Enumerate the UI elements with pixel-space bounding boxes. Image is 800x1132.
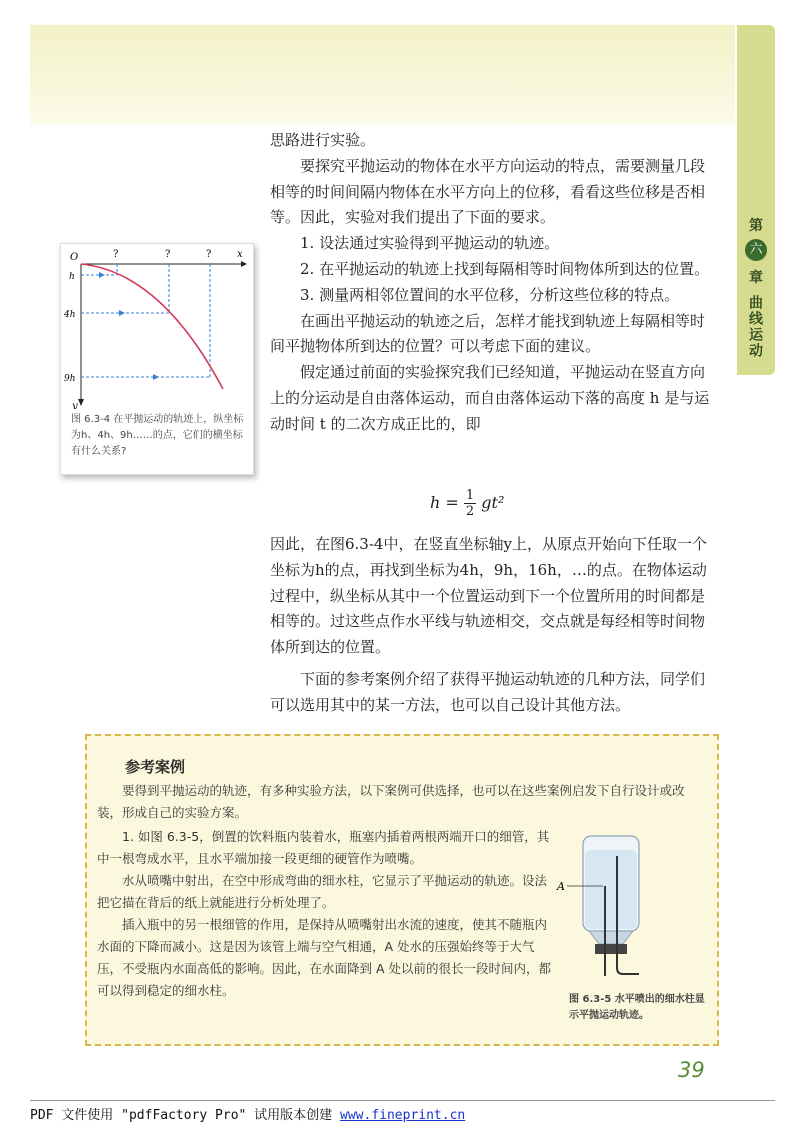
x-axis-label: x	[237, 249, 243, 260]
chapter-title: 曲线运动	[747, 295, 763, 359]
y-tick-h: h	[69, 272, 75, 282]
bottle-stopper	[595, 944, 627, 954]
pdf-footer	[30, 1104, 465, 1123]
text-column-bottom	[270, 532, 710, 719]
paragraph: 下面的参考案例介绍了获得平抛运动轨迹的几种方法，同学们可以选用其中的某一方法，也可以自己设计其他方法。	[270, 669, 706, 714]
chapter-tab	[737, 25, 775, 375]
y-tick-9h: 9h	[64, 374, 76, 384]
y-axis-label: y	[72, 401, 78, 409]
chapter-di: 第	[749, 218, 763, 234]
y-axis-arrow	[78, 399, 84, 406]
case-title: 参考案例	[125, 758, 186, 776]
case-intro	[97, 780, 703, 824]
unknown-x-label: ?	[206, 249, 212, 260]
formula-denominator: 2	[465, 504, 475, 519]
guide-arrow	[99, 272, 105, 278]
figure-6-3-4	[60, 243, 254, 475]
unknown-x-label: ?	[113, 249, 119, 260]
figure-caption: 图 6.3-4 在平抛运动的轨迹上，纵坐标为h、4h、9h……的点，它们的横坐标有什么关系?	[71, 414, 244, 457]
unknown-x-label: ?	[165, 249, 171, 260]
trajectory-curve	[81, 264, 223, 389]
case-paragraph: 1. 如图 6.3-5，倒置的饮料瓶内装着水，瓶塞内插着两根两端开口的细管，其中一根弯成水平，且水平端加接一段更细的硬管作为喷嘴。	[97, 829, 550, 866]
bottle-water	[585, 850, 637, 929]
text-column-top	[270, 128, 710, 438]
formula-rhs: gt²	[481, 493, 505, 512]
formula	[430, 488, 504, 519]
footer-text: PDF 文件使用 "pdfFactory Pro" 试用版本创建	[30, 1108, 341, 1123]
footer-link[interactable]: www.fineprint.cn	[340, 1108, 466, 1123]
origin-label: O	[70, 252, 79, 263]
list-item: 3. 测量两相邻位置间的水平位移，分析这些位移的特点。	[300, 285, 680, 304]
formula-fraction	[464, 488, 476, 519]
case-paragraph: 要得到平抛运动的轨迹，有多种实验方法，以下案例可供选择，也可以在这些案例启发下自行设计或改装，形成自己的实验方案。	[97, 783, 685, 820]
x-axis-arrow	[241, 261, 247, 267]
paragraph: 要探究平抛运动的物体在水平方向运动的特点，需要测量几段相等的时间间隔内物体在水平方向上的位移，看看这些位移是否相等。因此，实验对我们提出了下面的要求。	[270, 156, 706, 227]
case-paragraph: 插入瓶中的另一根细管的作用，是保持从喷嘴射出水流的速度，使其不随瓶内水面的下降而减小。这是因为该管上端与空气相通，A 处水的压强始终等于大气压，不受瓶内水面高低的影响。因此，在水面降到 A 处以前的很长一段时间内，都可以得到稳定的细水柱。	[97, 917, 551, 998]
list-item: 2. 在平抛运动的轨迹上找到每隔相等时间物体所到达的位置。	[300, 259, 710, 278]
footer-divider	[30, 1100, 775, 1101]
trajectory-diagram	[61, 244, 253, 409]
page-number: 39	[678, 1058, 705, 1082]
formula-lhs: h =	[430, 493, 459, 512]
bottle-neck	[589, 931, 633, 944]
bottle-label-a: A	[557, 880, 565, 893]
formula-numerator: 1	[465, 488, 475, 503]
y-tick-4h: 4h	[64, 310, 76, 320]
paragraph: 思路进行实验。	[270, 131, 376, 149]
paragraph: 因此，在图6.3-4中，在竖直坐标轴y上，从原点开始向下任取一个坐标为h的点，再找到坐标为4h，9h，16h，…的点。在物体运动过程中，纵坐标从其中一个位置运动到下一个位置所用的时间都是相等的。过这些点作水平线与轨迹相交，交点就是每经相等时间物体所到达的位置。	[270, 535, 707, 657]
reference-case-box	[85, 734, 719, 1046]
top-band	[30, 25, 735, 125]
case-body	[97, 826, 557, 1002]
case-paragraph: 水从喷嘴中射出，在空中形成弯曲的细水柱，它显示了平抛运动的轨迹。设法把它描在背后的纸上就能进行分析处理了。	[97, 873, 548, 910]
paragraph: 在画出平抛运动的轨迹之后，怎样才能找到轨迹上每隔相等时间平抛物体所到达的位置？可以考虑下面的建议。	[270, 311, 706, 356]
list-item: 1. 设法通过实验得到平抛运动的轨迹。	[300, 234, 560, 253]
chapter-zhang: 章	[749, 270, 763, 286]
bottle-illustration	[555, 826, 645, 991]
nozzle-tube	[617, 954, 639, 974]
bottle-caption: 图 6.3-5 水平喷出的细水柱显示平抛运动轨迹。	[569, 994, 705, 1021]
paragraph: 假定通过前面的实验探究我们已经知道，平抛运动在竖直方向上的分运动是自由落体运动，而自由落体运动下落的高度 h 是与运动时间 t 的二次方成正比的，即	[270, 363, 710, 433]
guide-arrow	[119, 310, 125, 316]
chapter-number: 六	[745, 239, 767, 261]
guide-arrow	[153, 374, 159, 380]
